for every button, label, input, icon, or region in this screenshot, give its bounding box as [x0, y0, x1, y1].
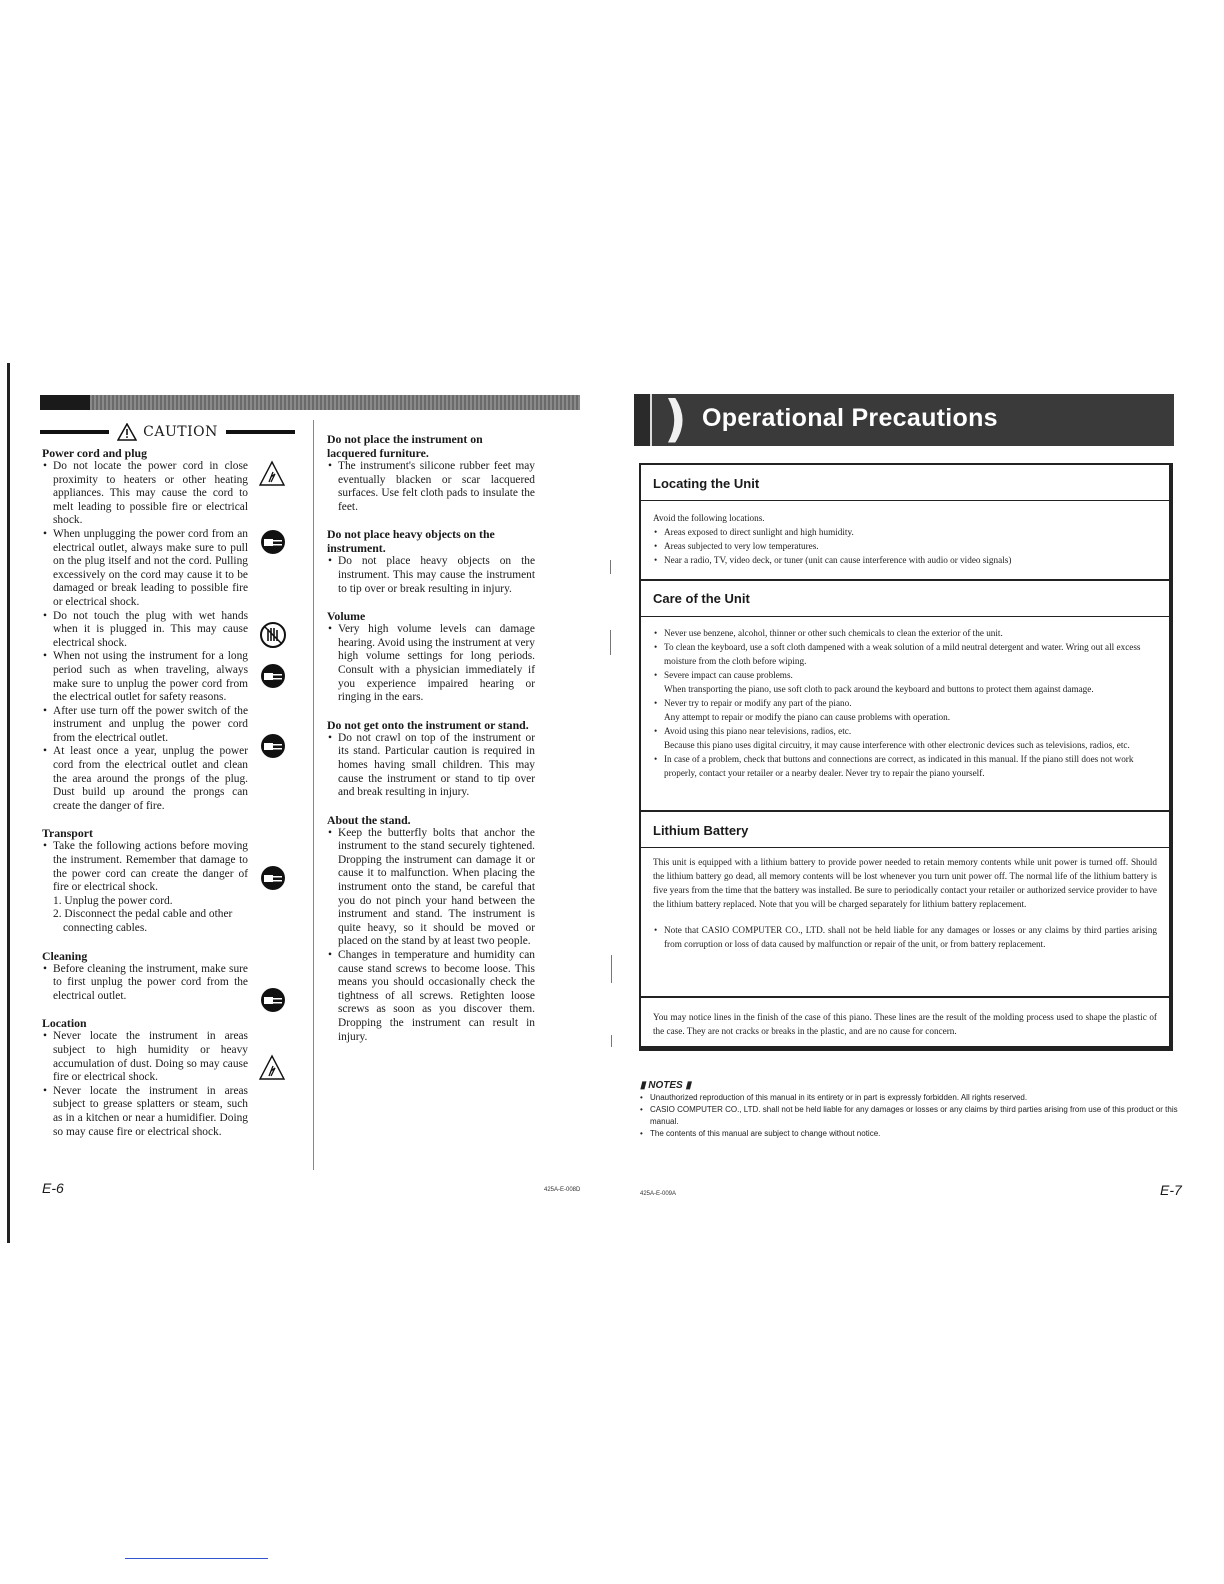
scan-underline [125, 1558, 268, 1559]
list-item: • Keep the butterfly bolts that anchor the instrument to the stand securely tightened. Dropping the instrument can damage it or cause it to malfunction. When placing the instrument onto the stand, be careful that you do not pinch your hand between the instrument and stand. The instrument is quite heavy, so it should be moved or placed on the stand by at least two people. [327, 827, 535, 949]
scan-mark [610, 630, 611, 655]
list-item: • Do not locate the power cord in close proximity to heaters or other heating appliances. This may cause the cord to melt leading to possible fire or electrical shock. [42, 460, 248, 528]
section-rule [641, 996, 1169, 998]
caution-section [327, 527, 535, 596]
list-item: • Do not place heavy objects on the instrument. This may cause the instrument to tip over or break resulting in injury. [327, 555, 535, 596]
battery-list [653, 923, 1157, 951]
list-item: • To clean the keyboard, use a soft cloth dampened with a weak solution of a mild neutral detergent and water. Wring out all excess moisture from the cloth before wiping. [653, 640, 1157, 668]
notes-heading: ▮ NOTES ▮ [640, 1080, 692, 1091]
notes-heading-label: NOTES [648, 1080, 683, 1091]
doc-code-left: 425A-E-008D [544, 1187, 581, 1193]
list-item: • Severe impact can cause problems. When transporting the piano, use soft cloth to pack around the keyboard and buttons to protect them against damage. [653, 668, 1157, 696]
list-item: • CASIO COMPUTER CO., LTD. shall not be held liable for any damages or losses or any claims by third parties arising from use of this product or this manual. [640, 1104, 1180, 1128]
warning-triangle-icon [117, 423, 137, 441]
unplug-icon [259, 986, 287, 1014]
care-list [653, 626, 1157, 780]
list-item: • Never locate the instrument in areas subject to grease splatters or steam, such as in a kitchen or near a humidifier. Doing so may cause fire or electrical shock. [42, 1085, 248, 1139]
scan-mark [611, 1035, 612, 1047]
list-item: • Never locate the instrument in areas subject to high humidity or heavy accumulation of dust. Doing so may cause fire or electrical shock. [42, 1030, 248, 1084]
step-item: 1. Unplug the power cord. [53, 894, 173, 907]
caution-section [42, 446, 248, 813]
section-body-battery [641, 855, 1169, 951]
caution-section [42, 949, 248, 1004]
list-item: • At least once a year, unplug the power cord from the electrical outlet and clean the area around the prongs of the plug. Dust build up around the prongs can create the danger of fire. [42, 745, 248, 813]
list-item: • Never try to repair or modify any part of the piano. Any attempt to repair or modify the piano can cause problems with operation. [653, 696, 1157, 724]
caution-section [42, 826, 248, 935]
caution-column-2 [327, 432, 535, 1057]
fire-hazard-icon [258, 1054, 286, 1082]
list-item: • Unauthorized reproduction of this manual in its entirety or in part is expressly forbidden. All rights reserved. [640, 1092, 1180, 1104]
list-item: • Changes in temperature and humidity can cause stand screws to become loose. This means you should occasionally check the tightness of all screws. Retighten loose screws as soon as you discover them. Dropping the instrument can result in injury. [327, 949, 535, 1044]
page-edge [7, 363, 10, 1243]
list-item: • The instrument's silicone rubber feet may eventually blacken or scar lacquered surfaces. Use felt cloth pads to insulate the feet. [327, 460, 535, 514]
list-item: • The contents of this manual are subject to change without notice. [640, 1128, 1180, 1140]
caution-section [327, 609, 535, 705]
column-divider [313, 420, 314, 1170]
finish-note: You may notice lines in the finish of the case of this piano. These lines are the result of the molding process used to shape the plastic of the case. They are not cracks or breaks in the plastic, and are no cause for concern. [653, 1012, 1157, 1036]
caution-section [327, 813, 535, 1045]
list-item: • Very high volume levels can damage hearing. Avoid using the instrument at very high volume settings for long periods. Consult with a physician immediately if you experience impaired hearing or ringing in the ears. [327, 623, 535, 705]
section-heading: Location [42, 1016, 87, 1031]
list-item: • Areas exposed to direct sunlight and high humidity. [653, 525, 1157, 539]
list-item: • Take the following actions before moving the instrument. Remember that damage to the power cord can create the danger of fire or electrical shock. [42, 840, 248, 894]
caution-section [327, 718, 535, 800]
caution-section [42, 1016, 248, 1139]
unplug-icon [259, 528, 287, 556]
list-item: • Areas subjected to very low temperatures. [653, 539, 1157, 553]
notes-list [640, 1092, 1180, 1140]
section-body-finish [641, 1010, 1169, 1038]
battery-paragraph: This unit is equipped with a lithium battery to provide power needed to retain memory contents while unit power is turned off. Should the lithium battery go dead, all memory contents will be lost whenever you turn unit power off. The normal life of the lithium battery is five years from the time that the battery was installed. Be sure to periodically contact your retailer or authorized service provider to have the lithium battery replaced. Note that you will be charged separately for lithium battery replacement. [653, 857, 1157, 909]
list-item: • Before cleaning the instrument, make sure to first unplug the power cord from the electrical outlet. [42, 963, 248, 1004]
section-heading: Cleaning [42, 948, 88, 963]
fire-hazard-icon [258, 460, 286, 488]
unplug-icon [259, 662, 287, 690]
section-header [634, 390, 1174, 448]
section-heading-care: Care of the Unit [641, 581, 1169, 617]
scan-mark [610, 560, 611, 574]
caution-heading [40, 422, 295, 442]
precautions-box [639, 463, 1173, 1051]
locating-intro: Avoid the following locations. [653, 513, 765, 523]
unplug-icon [259, 732, 287, 760]
no-wet-hands-icon [259, 621, 287, 649]
list-item: • Do not touch the plug with wet hands when it is plugged in. This may cause electrical shock. [42, 610, 248, 651]
list-item: • When unplugging the power cord from an electrical outlet, always make sure to pull on the plug itself and not the cord. Pulling excessively on the cord may cause it to be damaged or break leading to possible fire or electrical shock. [42, 528, 248, 610]
section-heading: Do not place the instrument on lacquered furniture. [327, 432, 483, 460]
list-item: • In case of a problem, check that buttons and connections are correct, as indicated in this manual. If the piano still does not work properly, contact your retailer or a nearby dealer. Never try to repair the piano yourself. [653, 752, 1157, 780]
header-bar [40, 395, 580, 410]
page-number-left: E-6 [42, 1180, 64, 1196]
locating-list [653, 525, 1157, 567]
list-item: • After use turn off the power switch of the instrument and unplug the power cord from the electrical outlet. [42, 705, 248, 746]
list-item: • When not using the instrument for a long period such as when traveling, always make sure to unplug the power cord from the electrical outlet for safety reasons. [42, 650, 248, 704]
header-bar-tab [40, 395, 90, 410]
section-heading-battery: Lithium Battery [641, 812, 1169, 848]
section-body-care [641, 626, 1169, 780]
section-heading-locating: Locating the Unit [641, 465, 1169, 501]
section-heading: Do not get onto the instrument or stand. [327, 717, 529, 732]
caution-column-1 [42, 446, 248, 1152]
scan-mark [611, 955, 612, 983]
unplug-icon [259, 864, 287, 892]
caution-section [327, 432, 535, 514]
list-item: • Never use benzene, alcohol, thinner or other such chemicals to clean the exterior of the unit. [653, 626, 1157, 640]
section-heading: Do not place heavy objects on the instrument. [327, 527, 495, 556]
section-heading: Power cord and plug [42, 446, 147, 460]
list-item: • Note that CASIO COMPUTER CO., LTD. shall not be held liable for any damages or losses or any claims by third parties arising from corruption or loss of data caused by malfunction or repair of the unit, or from battery replacement. [653, 923, 1157, 951]
list-item: • Avoid using this piano near televisions, radios, etc. Because this piano uses digital circuitry, it may cause interference with other electronic devices such as televisions, radios, etc. [653, 724, 1157, 752]
caution-label: CAUTION [143, 424, 218, 440]
step-item: 2. Disconnect the pedal cable and other connecting cables. [53, 908, 233, 934]
page-number-right: E-7 [1160, 1182, 1182, 1198]
list-item: • Near a radio, TV, video deck, or tuner (unit can cause interference with audio or video signals) [653, 553, 1157, 567]
section-body-locating [641, 511, 1169, 567]
page-title: Operational Precautions [702, 404, 998, 432]
section-heading: About the stand. [327, 812, 411, 827]
list-item: • Do not crawl on top of the instrument or its stand. Particular caution is required in homes having small children. This may cause the instrument or stand to tip over and break resulting in injury. [327, 732, 535, 800]
doc-code-right: 425A-E-009A [640, 1191, 677, 1197]
section-heading: Transport [42, 826, 93, 841]
section-heading: Volume [327, 609, 366, 624]
header-parenthesis-icon: ) [664, 390, 687, 448]
notes-section [640, 1080, 1180, 1140]
